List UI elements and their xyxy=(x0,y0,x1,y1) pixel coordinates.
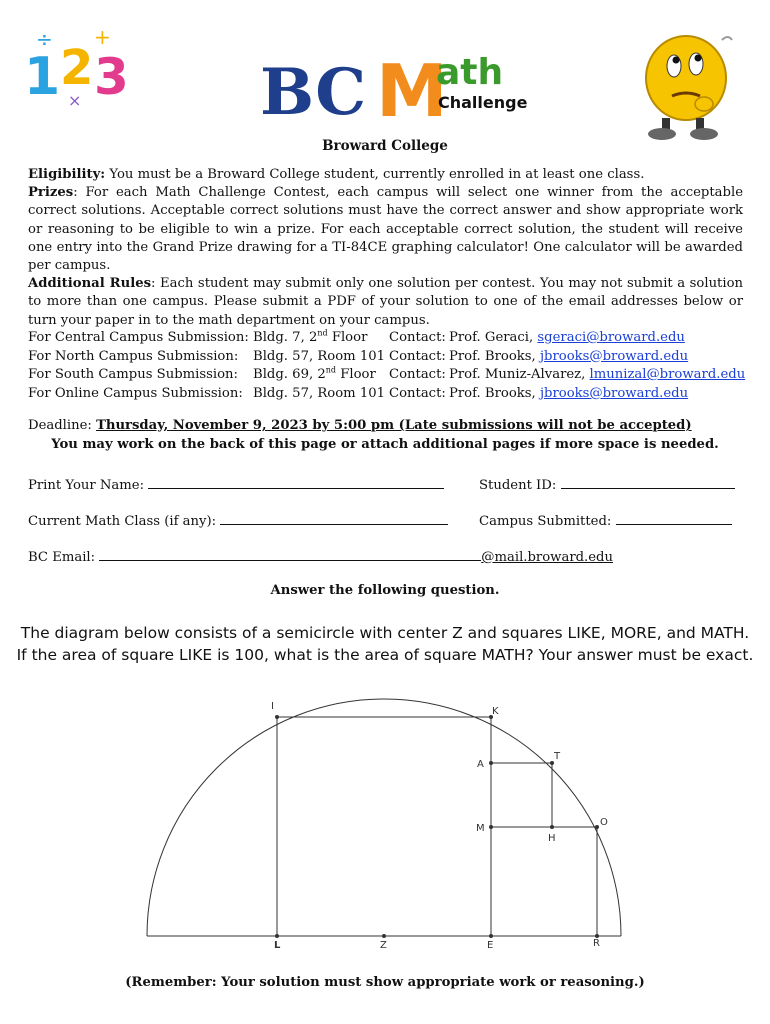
label-e: E xyxy=(487,940,494,951)
email-link[interactable]: sgeraci@broward.edu xyxy=(537,330,685,345)
campus-row: For Online Campus Submission: Bldg. 57, Room 101 Contact: Prof. Brooks, jbrooks@broward.edu xyxy=(28,385,689,401)
svg-text:ath: ath xyxy=(436,52,504,93)
svg-text:+: + xyxy=(94,25,111,49)
semicircle-diagram xyxy=(130,695,640,955)
campus-row: For North Campus Submission: Bldg. 57, Room 101 Contact: Prof. Brooks, jbrooks@broward.edu xyxy=(28,348,689,364)
thinking-smiley-icon xyxy=(638,26,738,146)
numbers-123-icon xyxy=(22,26,132,108)
rules-block xyxy=(28,166,743,330)
svg-text:÷: ÷ xyxy=(36,27,53,51)
svg-text:Challenge: Challenge xyxy=(438,93,528,112)
student-id-field[interactable]: Student ID: xyxy=(479,475,735,493)
prizes-paragraph: Prizes: For each Math Challenge Contest, each campus will select one winner from the acceptable correct solutions. Acceptable correct solutions must have the correct answer and show appropriate work or reasoning to be eligible to win a prize. For each acceptable correct solution, the student will receive one entry into the Grand Prize drawing for a TI-84CE graphing calculator! One calculator will be awarded per campus. xyxy=(28,185,743,274)
label-o: O xyxy=(600,817,608,828)
additional-rules-paragraph: Additional Rules: Each student may submit only one solution per contest. You may not submit a solution to more than one campus. Please submit a PDF of your solution to one of the email addresses below or turn your paper in to the math department on your campus. xyxy=(28,276,744,328)
email-link[interactable]: lmunizal@broward.edu xyxy=(589,367,746,383)
back-note: You may work on the back of this page or attach additional pages if more space is needed. xyxy=(51,437,719,452)
campus-submitted-field[interactable]: Campus Submitted: xyxy=(479,511,732,529)
bc-email-field[interactable]: BC Email: @mail.broward.edu xyxy=(28,547,613,565)
label-k: K xyxy=(492,706,499,717)
label-a: A xyxy=(477,759,484,770)
svg-text:×: × xyxy=(68,91,82,110)
label-t: T xyxy=(554,751,561,762)
question-text: The diagram below consists of a semicircle with center Z and squares LIKE, MORE, and MATH. If the area of square LIKE is 100, what is the area of square MATH? Your answer must be exact. xyxy=(16,624,754,664)
name-field[interactable]: Print Your Name: xyxy=(28,475,444,493)
bc-math-challenge-logo xyxy=(258,46,528,133)
label-h: H xyxy=(548,833,556,844)
label-i: I xyxy=(271,701,274,712)
square-math xyxy=(491,763,552,827)
svg-text:3: 3 xyxy=(94,48,129,106)
math-class-field[interactable]: Current Math Class (if any): xyxy=(28,511,448,529)
answer-heading: Answer the following question. xyxy=(270,583,500,598)
label-z: Z xyxy=(380,940,387,951)
remember-note: (Remember: Your solution must show appropriate work or reasoning.) xyxy=(125,975,645,990)
svg-text:BC: BC xyxy=(260,55,367,130)
square-more xyxy=(491,827,597,936)
label-r: R xyxy=(593,938,600,949)
campus-row: For South Campus Submission: Bldg. 69, 2nd Floor Contact: Prof. Muniz-Alvarez, lmunizal@broward.edu xyxy=(28,365,746,383)
campus-row: For Central Campus Submission: Bldg. 7, 2nd Floor Contact: Prof. Geraci, sgeraci@broward.edu xyxy=(28,328,685,345)
label-l: L xyxy=(274,940,281,951)
deadline: Deadline: Thursday, November 9, 2023 by 5:00 pm (Late submissions will not be accepted) xyxy=(28,418,692,433)
college-title: Broward College xyxy=(322,138,448,154)
email-link[interactable]: jbrooks@broward.edu xyxy=(539,385,689,401)
eligibility-paragraph: Eligibility: You must be a Broward College student, currently enrolled in at least one class. xyxy=(28,167,645,182)
label-m: M xyxy=(476,823,485,834)
svg-text:2: 2 xyxy=(60,40,94,96)
email-link[interactable]: jbrooks@broward.edu xyxy=(539,348,689,364)
semicircle-arc xyxy=(147,699,621,936)
svg-text:1: 1 xyxy=(24,47,61,107)
svg-text:M: M xyxy=(376,49,448,133)
submission-table xyxy=(28,329,745,403)
square-like xyxy=(277,717,491,936)
